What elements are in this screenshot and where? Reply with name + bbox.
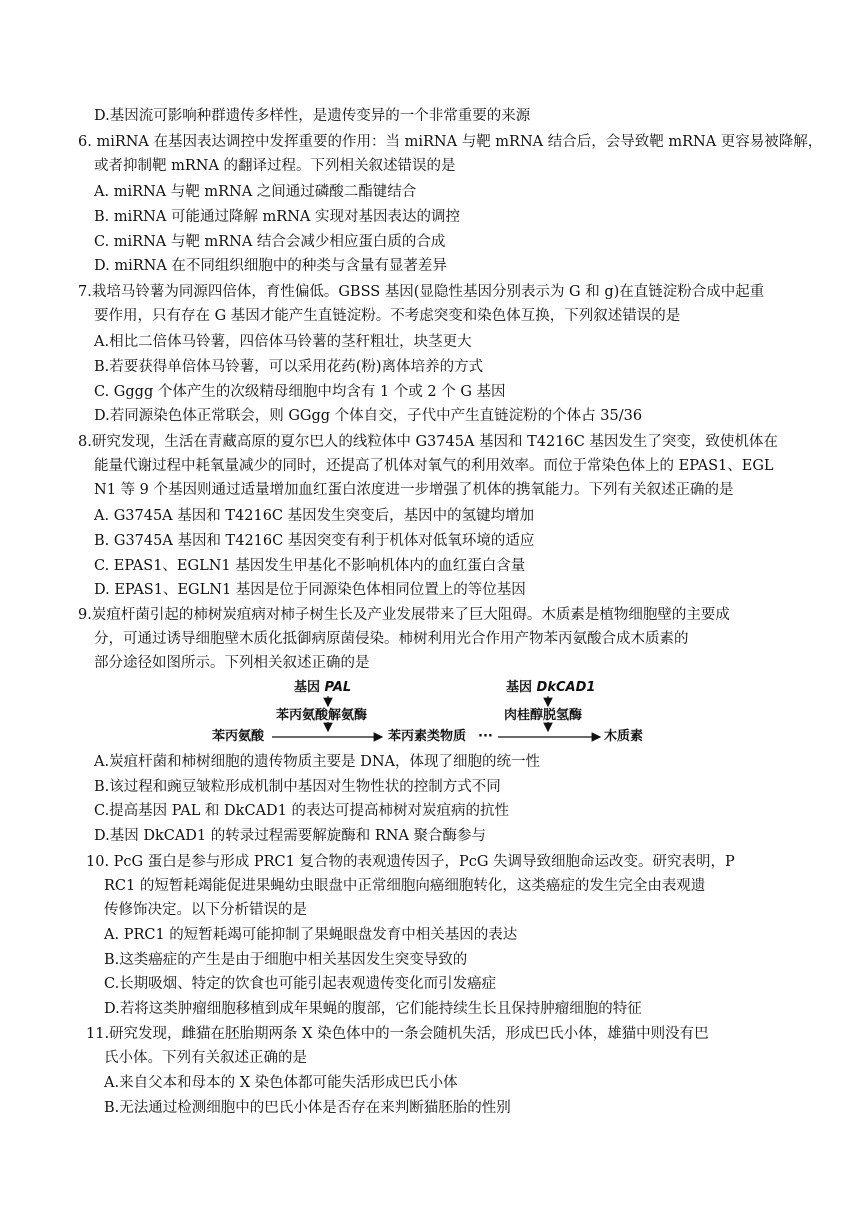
q9-option-d: D.基因 DkCAD1 的转录过程需要解旋酶和 RNA 聚合酶参与 <box>94 828 487 844</box>
q8-stem-line1: 8.研究发现，生活在青藏高原的夏尔巴人的线粒体中 G3745A 基因和 T4216C 基因发生了突变，致使机体在 <box>78 434 778 450</box>
q7-option-d: D.若同源染色体正常联会，则 GGgg 个体自交，子代中产生直链淀粉的个体占 35/36 <box>94 408 643 424</box>
q9-stem-line3: 部分途径如图所示。下列相关叙述正确的是 <box>94 655 370 671</box>
q8-option-b: B. G3745A 基因和 T4216C 基因突变有利于机体对低氧环境的适应 <box>94 533 535 549</box>
q11-stem-line2: 氏小体。下列有关叙述正确的是 <box>104 1050 307 1066</box>
q8-option-d: D. EPAS1、EGLN1 基因是位于同源染色体相同位置上的等位基因 <box>94 582 526 598</box>
q11-option-b: B.无法通过检测细胞中的巴氏小体是否存在来判断猫胚胎的性别 <box>104 1100 511 1116</box>
q11-stem-line1: 11.研究发现，雌猫在胚胎期两条 X 染色体中的一条会随机失活，形成巴氏小体，雄猫中则没有巴 <box>86 1026 709 1042</box>
q9-option-c: C.提高基因 PAL 和 DkCAD1 的表达可提高柿树对炭疽病的抗性 <box>94 803 509 819</box>
q7-option-c: C. Gggg 个体产生的次级精母细胞中均含有 1 个或 2 个 G 基因 <box>94 384 506 400</box>
q6-option-a: A. miRNA 与靶 mRNA 之间通过磷酸二酯键结合 <box>94 184 417 200</box>
q6-option-c: C. miRNA 与靶 mRNA 结合会减少相应蛋白质的合成 <box>94 234 446 250</box>
q9-stem-line1: 9.炭疽杆菌引起的柿树炭疽病对柿子树生长及产业发展带来了巨大阻碍。木质素是植物细胞壁的主要成 <box>78 607 730 623</box>
gene-pal-label: 基因 PAL <box>294 680 352 695</box>
intermediate-label: 苯丙素类物质 <box>388 729 467 744</box>
q7-stem-line2: 要作用，只有存在 G 基因才能产生直链淀粉。不考虑突变和染色体互换，下列叙述错误的是 <box>94 308 681 324</box>
pathway-dots: ··· <box>478 729 493 744</box>
q9-option-a: A.炭疽杆菌和柿树细胞的遗传物质主要是 DNA，体现了细胞的统一性 <box>94 754 540 770</box>
q10-stem-line2: RC1 的短暂耗竭能促进果蝇幼虫眼盘中正常细胞向癌细胞转化，这类癌症的发生完全由表观遗 <box>104 878 706 894</box>
q5-option-d: D.基因流可影响种群遗传多样性，是遗传变异的一个非常重要的来源 <box>94 108 531 124</box>
enzyme-pal-label: 苯丙氨酸解氨酶 <box>276 708 368 723</box>
q6-stem-line1: 6. miRNA 在基因表达调控中发挥重要的作用：当 miRNA 与靶 mRNA 结合后，会导致靶 mRNA 更容易被降解， <box>78 134 823 150</box>
q10-option-d: D.若将这类肿瘤细胞移植到成年果蝇的腹部，它们能持续生长且保持肿瘤细胞的特征 <box>104 1001 642 1017</box>
q8-option-a: A. G3745A 基因和 T4216C 基因发生突变后，基因中的氢键均增加 <box>94 508 535 524</box>
q9-stem-line2: 分，可通过诱导细胞壁木质化抵御病原菌侵染。柿树利用光合作用产物苯丙氨酸合成木质素的 <box>94 631 689 647</box>
q8-option-c: C. EPAS1、EGLN1 基因发生甲基化不影响机体内的血红蛋白含量 <box>94 558 526 574</box>
q10-stem-line3: 传修饰决定。以下分析错误的是 <box>104 902 307 918</box>
q11-option-a: A.来自父本和母本的 X 染色体都可能失活形成巴氏小体 <box>104 1075 458 1091</box>
q8-stem-line2: 能量代谢过程中耗氧量减少的同时，还提高了机体对氧气的利用效率。而位于常染色体上的 EPAS1、EGL <box>94 458 774 474</box>
substrate-label: 苯丙氨酸 <box>212 729 265 744</box>
q6-option-d: D. miRNA 在不同组织细胞中的种类与含量有显著差异 <box>94 258 447 274</box>
q6-stem-line2: 或者抑制靶 mRNA 的翻译过程。下列相关叙述错误的是 <box>94 158 456 174</box>
q10-option-c: C.长期吸烟、特定的饮食也可能引起表观遗传变化而引发癌症 <box>104 976 497 992</box>
enzyme-dkcad1-label: 肉桂醇脱氢酶 <box>504 708 583 723</box>
product-label: 木质素 <box>604 729 644 744</box>
q6-option-b: B. miRNA 可能通过降解 mRNA 实现对基因表达的调控 <box>94 209 460 225</box>
q9-option-b: B.该过程和豌豆皱粒形成机制中基因对生物性状的控制方式不同 <box>94 779 501 795</box>
q7-option-a: A.相比二倍体马铃薯，四倍体马铃薯的茎秆粗壮，块茎更大 <box>94 334 472 350</box>
q10-option-a: A. PRC1 的短暂耗竭可能抑制了果蝇眼盘发育中相关基因的表达 <box>104 927 518 943</box>
q10-option-b: B.这类癌症的产生是由于细胞中相关基因发生突变导致的 <box>104 952 468 968</box>
gene-dkcad1-label: 基因 DkCAD1 <box>506 680 596 695</box>
q7-stem-line1: 7.栽培马铃薯为同源四倍体，育性偏低。GBSS 基因(显隐性基因分别表示为 G 和 g)在直链淀粉合成中起重 <box>78 284 765 300</box>
q8-stem-line3: N1 等 9 个基因则通过适量增加血红蛋白浓度进一步增强了机体的携氧能力。下列有关叙述正确的是 <box>94 482 734 498</box>
q7-option-b: B.若要获得单倍体马铃薯，可以采用花药(粉)离体培养的方式 <box>94 359 484 375</box>
q10-stem-line1: 10. PcG 蛋白是参与形成 PRC1 复合物的表观遗传因子，PcG 失调导致细胞命运改变。研究表明，P <box>86 854 735 870</box>
